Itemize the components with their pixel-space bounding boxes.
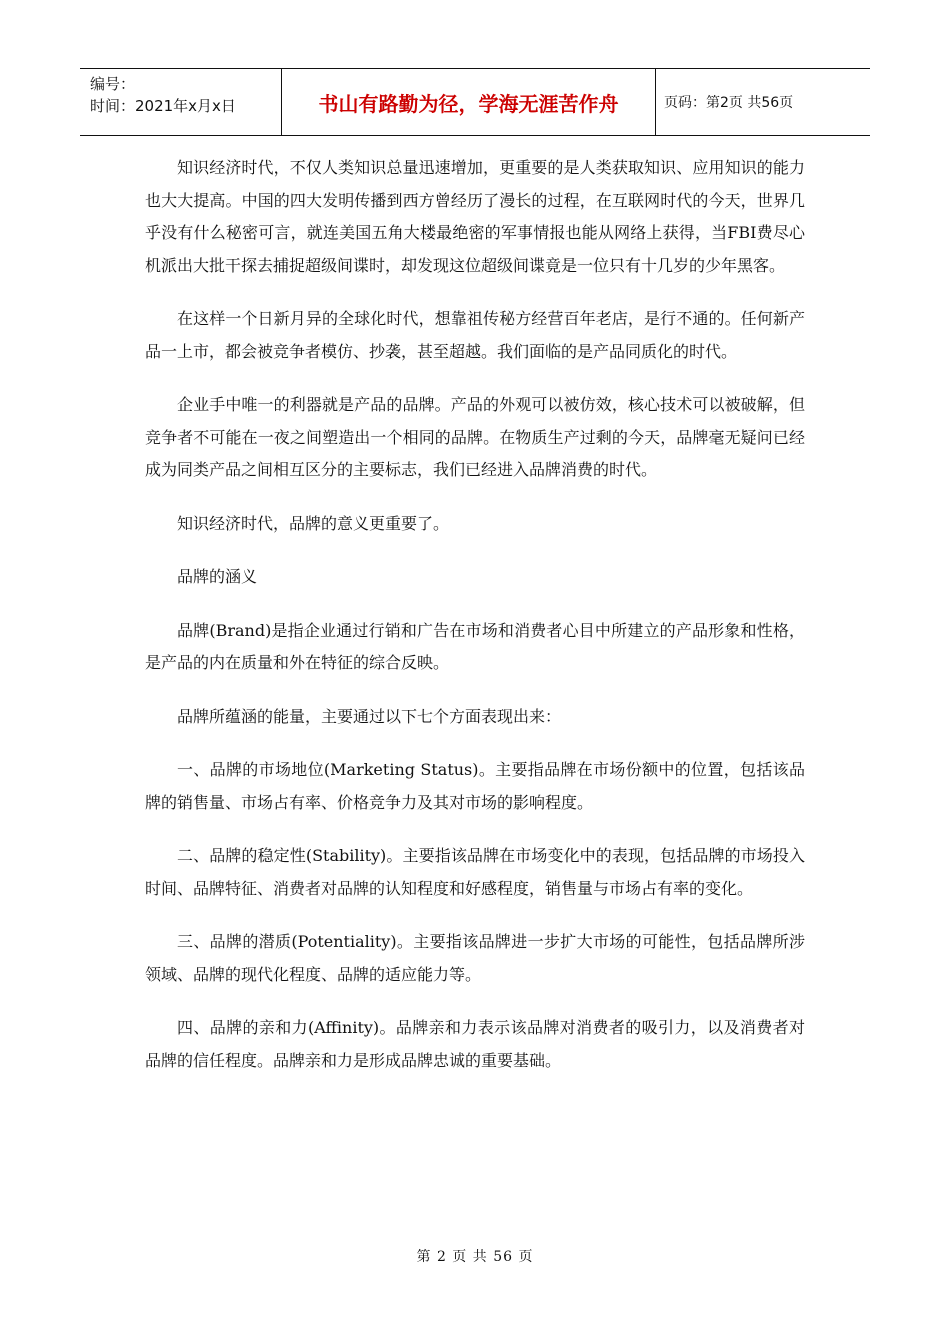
paragraph-6: 品牌所蕴涵的能量，主要通过以下七个方面表现出来：	[177, 706, 562, 726]
paragraph-5: 品牌(Brand)是指企业通过行销和广告在市场和消费者心目中所建立的产品形象和性格，是产品的内在质量和外在特征的综合反映。	[145, 620, 805, 672]
paragraph-4: 知识经济时代，品牌的意义更重要了。	[177, 513, 450, 533]
document-body	[145, 152, 805, 1077]
paragraph-10: 四、品牌的亲和力(Affinity)。品牌亲和力表示该品牌对消费者的吸引力，以及消费者对品牌的信任程度。品牌亲和力是形成品牌忠诚的重要基础。	[145, 1018, 805, 1070]
page-header	[80, 68, 870, 136]
header-motto: 书山有路勤为径，学海无涯苦作舟	[282, 69, 656, 135]
header-meta	[80, 69, 282, 135]
page-footer: 第 2 页 共 56 页	[416, 1249, 534, 1265]
paragraph-2: 在这样一个日新月异的全球化时代，想靠祖传秘方经营百年老店，是行不通的。任何新产品一上市，都会被竞争者模仿、抄袭，甚至超越。我们面临的是产品同质化的时代。	[145, 309, 805, 361]
paragraph-8: 二、品牌的稳定性(Stability)。主要指该品牌在市场变化中的表现，包括品牌的市场投入时间、品牌特征、消费者对品牌的认知程度和好感程度，销售量与市场占有率的变化。	[145, 846, 805, 898]
paragraph-3: 企业手中唯一的利器就是产品的品牌。产品的外观可以被仿效，核心技术可以被破解，但竞争者不可能在一夜之间塑造出一个相同的品牌。在物质生产过剩的今天，品牌毫无疑问已经成为同类产品之间相互区分的主要标志，我们已经进入品牌消费的时代。	[145, 395, 805, 479]
header-page-info: 页码：第2页 共56页	[664, 95, 794, 111]
code-label: 编号：	[90, 75, 136, 93]
paragraph-1: 知识经济时代，不仅人类知识总量迅速增加，更重要的是人类获取知识、应用知识的能力也大大提高。中国的四大发明传播到西方曾经历了漫长的过程，在互联网时代的今天，世界几乎没有什么秘密可言，就连美国五角大楼最绝密的军事情报也能从网络上获得，当FBI费尽心机派出大批干探去捕捉超级间谍时，却发现这位超级间谍竟是一位只有十几岁的少年黑客。	[145, 158, 805, 275]
section-heading: 品牌的涵义	[177, 567, 258, 586]
date-line: 时间：2021年x月x日	[90, 97, 236, 115]
paragraph-9: 三、品牌的潜质(Potentiality)。主要指该品牌进一步扩大市场的可能性，包括品牌所涉领域、品牌的现代化程度、品牌的适应能力等。	[145, 932, 805, 984]
paragraph-7: 一、品牌的市场地位(Marketing Status)。主要指品牌在市场份额中的位置，包括该品牌的销售量、市场占有率、价格竞争力及其对市场的影响程度。	[145, 760, 805, 812]
